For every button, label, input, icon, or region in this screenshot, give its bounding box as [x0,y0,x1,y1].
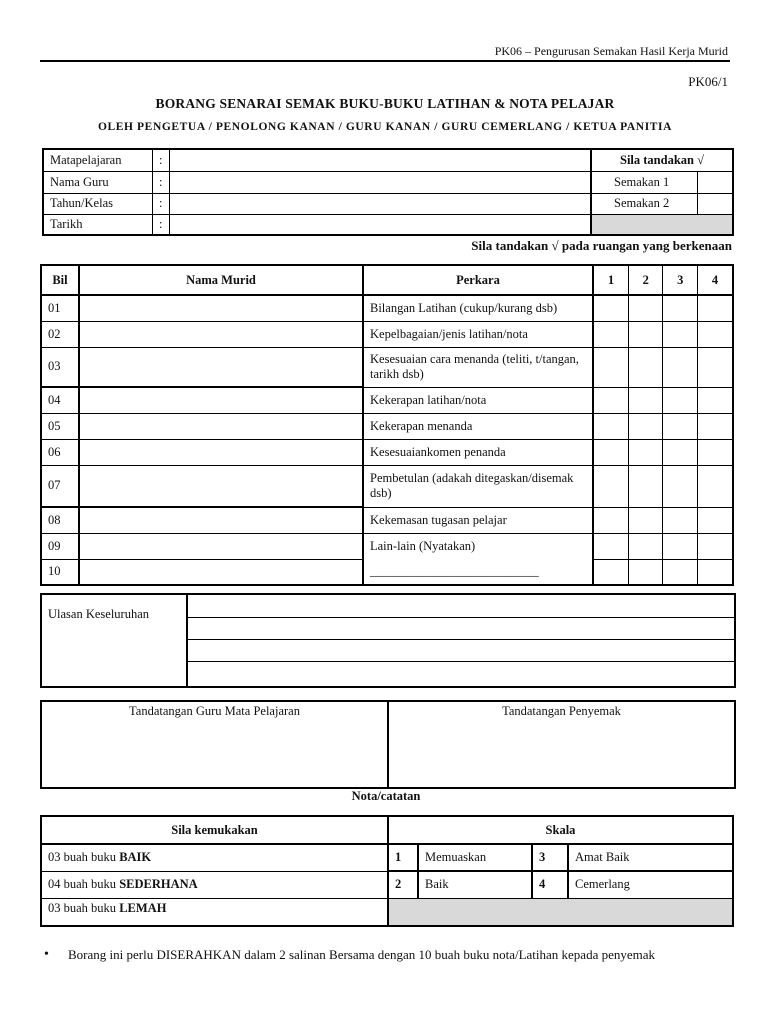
tick-cell[interactable] [593,507,628,533]
sila-kemukakan-header: Sila kemukakan [41,816,388,844]
tick-cell[interactable] [628,533,663,559]
skala-number: 4 [532,871,568,898]
tick-cell[interactable] [593,295,628,321]
tick-cell[interactable] [628,387,663,413]
tick-header: Sila tandakan √ [591,149,733,172]
tick-cell[interactable] [628,465,663,507]
ulasan-line-2[interactable] [188,639,734,640]
table-row [41,387,733,413]
tick-cell[interactable] [663,507,698,533]
table-row [41,321,733,347]
perkara-cell: Kesesuaian cara menanda (teliti, t/tangan, tarikh dsb) [363,347,593,387]
footnote-text: Borang ini perlu DISERAHKAN dalam 2 salinan Bersama dengan 10 buah buku nota/Latihan kepada penyemak [68,947,656,962]
form-subtitle: OLEH PENGETUA / PENOLONG KANAN / GURU KANAN / GURU CEMERLANG / KETUA PANITIA [97,121,673,133]
field-label: Nama Guru [43,172,153,194]
table-row [41,295,733,321]
skala-text: Amat Baik [568,844,733,871]
signature-box [40,700,736,789]
table-row [41,465,733,507]
header-rule [40,60,730,62]
info-table [42,148,734,236]
tarikh-input[interactable] [170,215,592,235]
col-1: 1 [593,265,628,295]
perkara-cell[interactable]: ___________________________ [363,559,593,585]
table-row [41,413,733,439]
row-bil: 10 [41,559,79,585]
nota-row-level: SEDERHANA [119,877,198,891]
instruction-text: Sila tandakan √ pada ruangan yang berkenaan [471,238,732,253]
perkara-cell: Kekerapan menanda [363,413,593,439]
skala-number: 1 [388,844,418,871]
tick-cell[interactable] [663,533,698,559]
ulasan-box [40,593,736,688]
table-row [41,559,733,585]
skala-number: 3 [532,844,568,871]
nota-row-level: BAIK [119,850,152,865]
tick-cell[interactable] [593,347,628,387]
semakan-2-checkbox[interactable] [698,193,734,215]
tick-cell[interactable] [698,533,733,559]
tick-cell[interactable] [663,439,698,465]
student-name-cell[interactable] [79,507,363,533]
tick-cell[interactable] [698,439,733,465]
tick-cell[interactable] [628,439,663,465]
signature-penyemak-label: Tandatangan Penyemak [502,704,621,718]
ulasan-label: Ulasan Keseluruhan [48,607,150,621]
student-name-cell[interactable] [79,321,363,347]
table-row [41,533,733,559]
form-title: BORANG SENARAI SEMAK BUKU-BUKU LATIHAN & NOTA PELAJAR [155,96,615,111]
tick-cell[interactable] [663,295,698,321]
student-name-cell[interactable] [79,559,363,585]
signature-guru-label: Tandatangan Guru Mata Pelajaran [129,704,300,718]
perkara-cell: Pembetulan (adakah ditegaskan/disemak dsb) [363,465,593,507]
row-bil: 05 [41,413,79,439]
field-colon: : [153,172,170,194]
tick-cell[interactable] [698,559,733,585]
nota-row-level: LEMAH [119,900,167,915]
doc-reference: PK06 – Pengurusan Semakan Hasil Kerja Murid [494,44,728,58]
nota-table [40,815,734,927]
table-row [41,507,733,533]
ulasan-line-1[interactable] [188,617,734,618]
tahun-kelas-input[interactable] [170,193,592,215]
skala-text: Memuaskan [418,844,532,871]
skala-number: 2 [388,871,418,898]
tick-cell[interactable] [628,413,663,439]
student-name-cell[interactable] [79,347,363,387]
perkara-cell: Bilangan Latihan (cukup/kurang dsb) [363,295,593,321]
student-name-cell[interactable] [79,413,363,439]
tick-cell[interactable] [593,465,628,507]
row-bil: 09 [41,533,79,559]
row-bil: 02 [41,321,79,347]
shaded-cell [591,215,733,235]
tick-cell[interactable] [628,507,663,533]
row-bil: 04 [41,387,79,413]
student-name-cell[interactable] [79,295,363,321]
nota-row [41,898,388,926]
tick-cell[interactable] [663,413,698,439]
tick-cell[interactable] [593,533,628,559]
perkara-cell: Lain-lain (Nyatakan) [363,533,593,559]
tick-cell[interactable] [698,507,733,533]
semakan-label: Semakan 2 [591,193,698,215]
form-code: PK06/1 [688,74,728,89]
tick-cell[interactable] [698,347,733,387]
nota-title: Nota/catatan [351,789,421,803]
row-bil: 06 [41,439,79,465]
col-nama-murid: Nama Murid [79,265,363,295]
tick-cell[interactable] [663,387,698,413]
shaded-cell [388,898,733,926]
tick-cell[interactable] [698,321,733,347]
tick-cell[interactable] [698,465,733,507]
perkara-cell: Kepelbagaian/jenis latihan/nota [363,321,593,347]
skala-text: Baik [418,871,532,898]
student-name-cell[interactable] [79,439,363,465]
tick-cell[interactable] [698,413,733,439]
field-label: Tarikh [43,215,153,235]
tick-cell[interactable] [663,321,698,347]
row-bil: 08 [41,507,79,533]
nama-guru-input[interactable] [170,172,592,194]
tick-cell[interactable] [593,321,628,347]
ulasan-divider [186,595,188,686]
nota-row [41,844,388,871]
checklist-table [40,264,734,586]
tick-cell[interactable] [593,413,628,439]
row-bil: 01 [41,295,79,321]
tick-cell[interactable] [663,347,698,387]
field-label: Matapelajaran [43,149,153,172]
row-bil: 03 [41,347,79,387]
nota-row-prefix: 03 buah buku [48,900,120,915]
row-bil: 07 [41,465,79,507]
student-name-cell[interactable] [79,387,363,413]
tick-cell[interactable] [628,559,663,585]
skala-text: Cemerlang [568,871,733,898]
tick-cell[interactable] [593,387,628,413]
semakan-label: Semakan 1 [591,172,698,194]
tick-cell[interactable] [698,295,733,321]
col-2: 2 [628,265,663,295]
tick-cell[interactable] [698,387,733,413]
skala-header: Skala [388,816,733,844]
matapelajaran-input[interactable] [170,149,592,172]
semakan-1-checkbox[interactable] [698,172,734,194]
tick-cell[interactable] [628,347,663,387]
col-perkara: Perkara [363,265,593,295]
tick-cell[interactable] [663,465,698,507]
table-row [41,439,733,465]
tick-cell[interactable] [593,439,628,465]
tick-cell[interactable] [628,295,663,321]
table-row [41,347,733,387]
student-name-cell[interactable] [79,533,363,559]
nota-row-prefix: 03 buah buku [48,850,120,865]
field-label: Tahun/Kelas [43,193,153,215]
col-3: 3 [663,265,698,295]
student-name-cell[interactable] [79,465,363,507]
col-4: 4 [698,265,733,295]
tick-cell[interactable] [628,321,663,347]
field-colon: : [153,193,170,215]
field-colon: : [153,149,170,172]
footnote-bullet: • [44,947,49,962]
tick-cell[interactable] [593,559,628,585]
perkara-cell: Kekerapan latihan/nota [363,387,593,413]
tick-cell[interactable] [663,559,698,585]
nota-row [41,871,388,898]
col-bil: Bil [41,265,79,295]
perkara-cell: Kesesuaiankomen penanda [363,439,593,465]
perkara-cell: Kekemasan tugasan pelajar [363,507,593,533]
field-colon: : [153,215,170,235]
ulasan-line-3[interactable] [188,661,734,662]
nota-row-prefix: 04 buah buku [48,877,120,891]
